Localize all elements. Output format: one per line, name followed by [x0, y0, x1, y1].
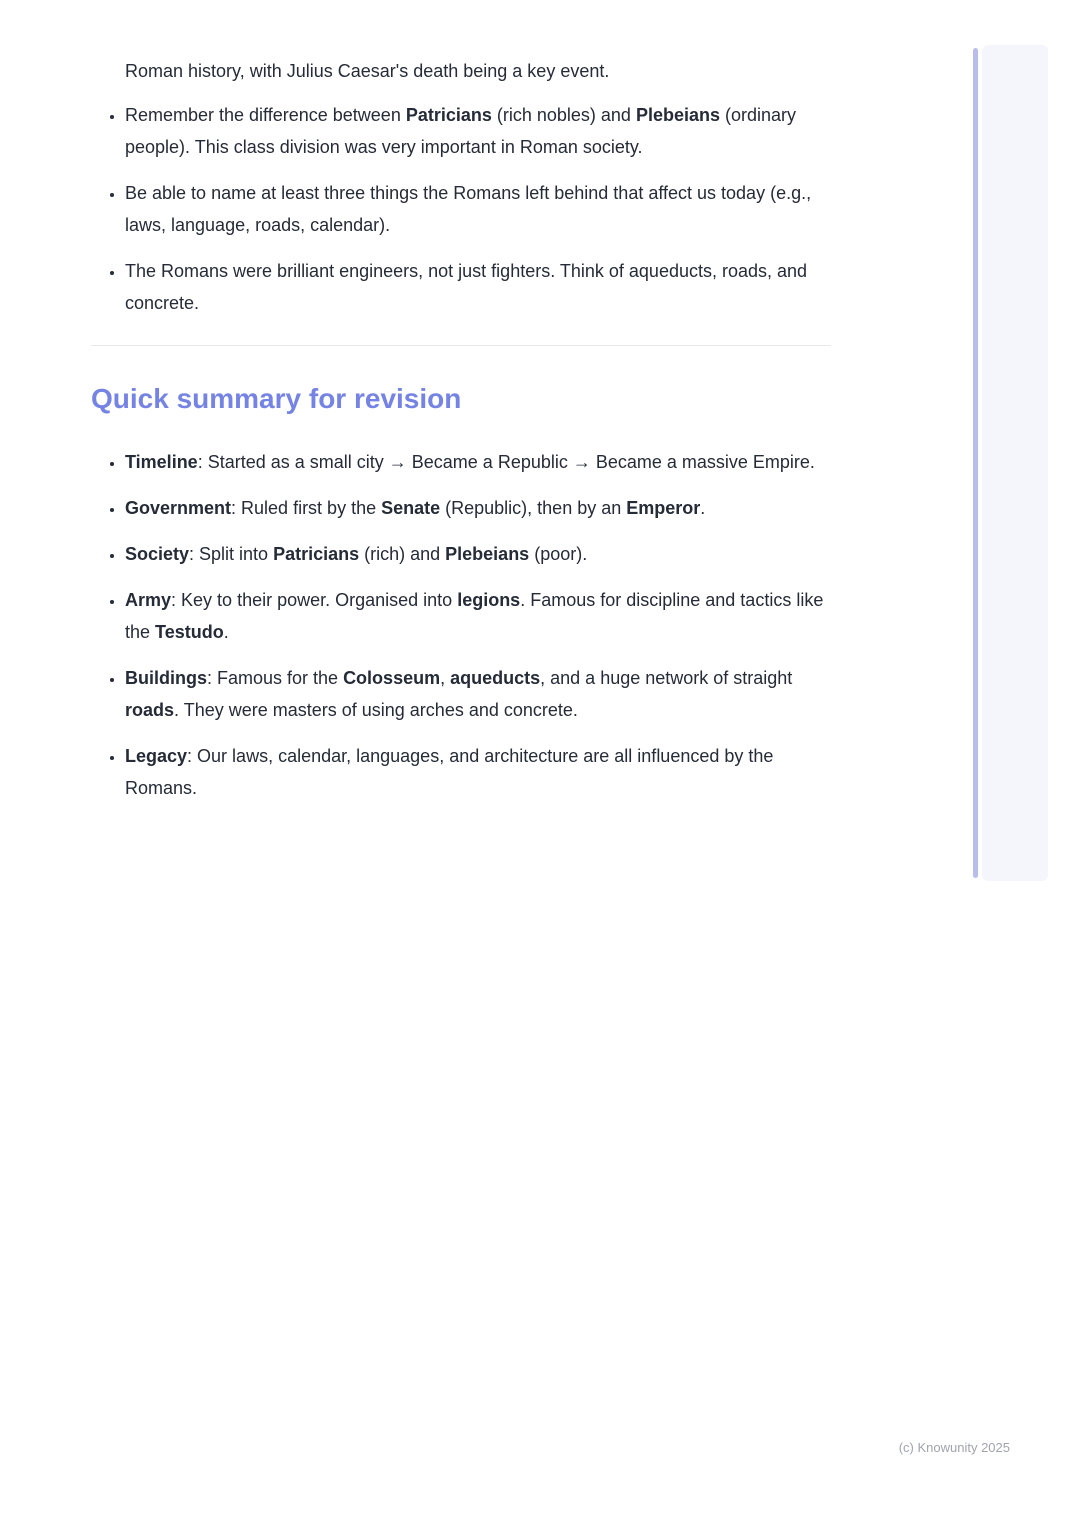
text-segment: Army [125, 590, 172, 610]
list-item [125, 255, 831, 319]
text-segment: : Our laws, calendar, languages, and architecture are all influenced by the Romans. [125, 746, 774, 798]
text-segment: . Famous for discipline and tactics like the [125, 590, 824, 642]
list-item [125, 446, 831, 478]
side-panel [982, 45, 1048, 881]
text-segment: roads [125, 700, 175, 720]
list-item [125, 177, 831, 241]
section-divider [91, 345, 831, 346]
text-segment: . [700, 498, 706, 518]
list-item [125, 99, 831, 163]
text-segment: . [223, 622, 229, 642]
list-item [125, 662, 831, 726]
text-segment: Emperor [626, 498, 701, 518]
intro-bullet-list [91, 99, 831, 319]
text-segment: . They were masters of using arches and concrete. [174, 700, 578, 720]
text-segment: (poor). [529, 544, 588, 564]
text-segment: , [440, 668, 451, 688]
text-segment: (Republic), then by an [440, 498, 627, 518]
document-content [91, 55, 831, 818]
text-segment: : Ruled first by the [231, 498, 382, 518]
text-segment: : Key to their power. Organised into [171, 590, 458, 610]
scrollbar-thumb[interactable] [973, 48, 978, 878]
text-segment: Be able to name at least three things the Romans left behind that affect us today (e.g., laws, language, roads, calendar). [125, 183, 812, 235]
text-segment: (rich) and [359, 544, 446, 564]
text-segment: Patricians [405, 105, 492, 125]
section-heading: Quick summary for revision [91, 383, 462, 414]
text-segment: Buildings [125, 668, 207, 688]
text-segment: : Famous for the [207, 668, 344, 688]
text-segment: aqueducts [450, 668, 541, 688]
text-segment: Testudo [155, 622, 224, 642]
text-segment: Senate [381, 498, 441, 518]
text-segment: The Romans were brilliant engineers, not just fighters. Think of aqueducts, roads, and concrete. [125, 261, 808, 313]
text-segment: Plebeians [445, 544, 530, 564]
text-segment: (ordinary people). This class division was very important in Roman society. [125, 105, 797, 157]
text-segment: : Split into [189, 544, 274, 564]
list-item [125, 492, 831, 524]
copyright-footer: (c) Knowunity 2025 [898, 1440, 1010, 1455]
text-segment: Legacy [125, 746, 188, 766]
list-item [125, 740, 831, 804]
text-segment: : Started as a small city → Became a Republic → Became a massive Empire. [197, 452, 815, 472]
text-segment: Plebeians [635, 105, 720, 125]
text-segment: Remember the difference between [125, 105, 406, 125]
text-segment: , and a huge network of straight [540, 668, 793, 688]
text-segment: Patricians [273, 544, 360, 564]
list-item [125, 538, 831, 570]
text-segment: Society [125, 544, 190, 564]
text-segment: (rich nobles) and [491, 105, 636, 125]
text-segment: legions [457, 590, 521, 610]
paragraph-continuation: Roman history, with Julius Caesar's death being a key event. [125, 61, 610, 81]
text-segment: Timeline [125, 452, 198, 472]
summary-bullet-list [91, 446, 831, 804]
text-segment: Colosseum [343, 668, 441, 688]
list-item [125, 584, 831, 648]
text-segment: Government [125, 498, 232, 518]
